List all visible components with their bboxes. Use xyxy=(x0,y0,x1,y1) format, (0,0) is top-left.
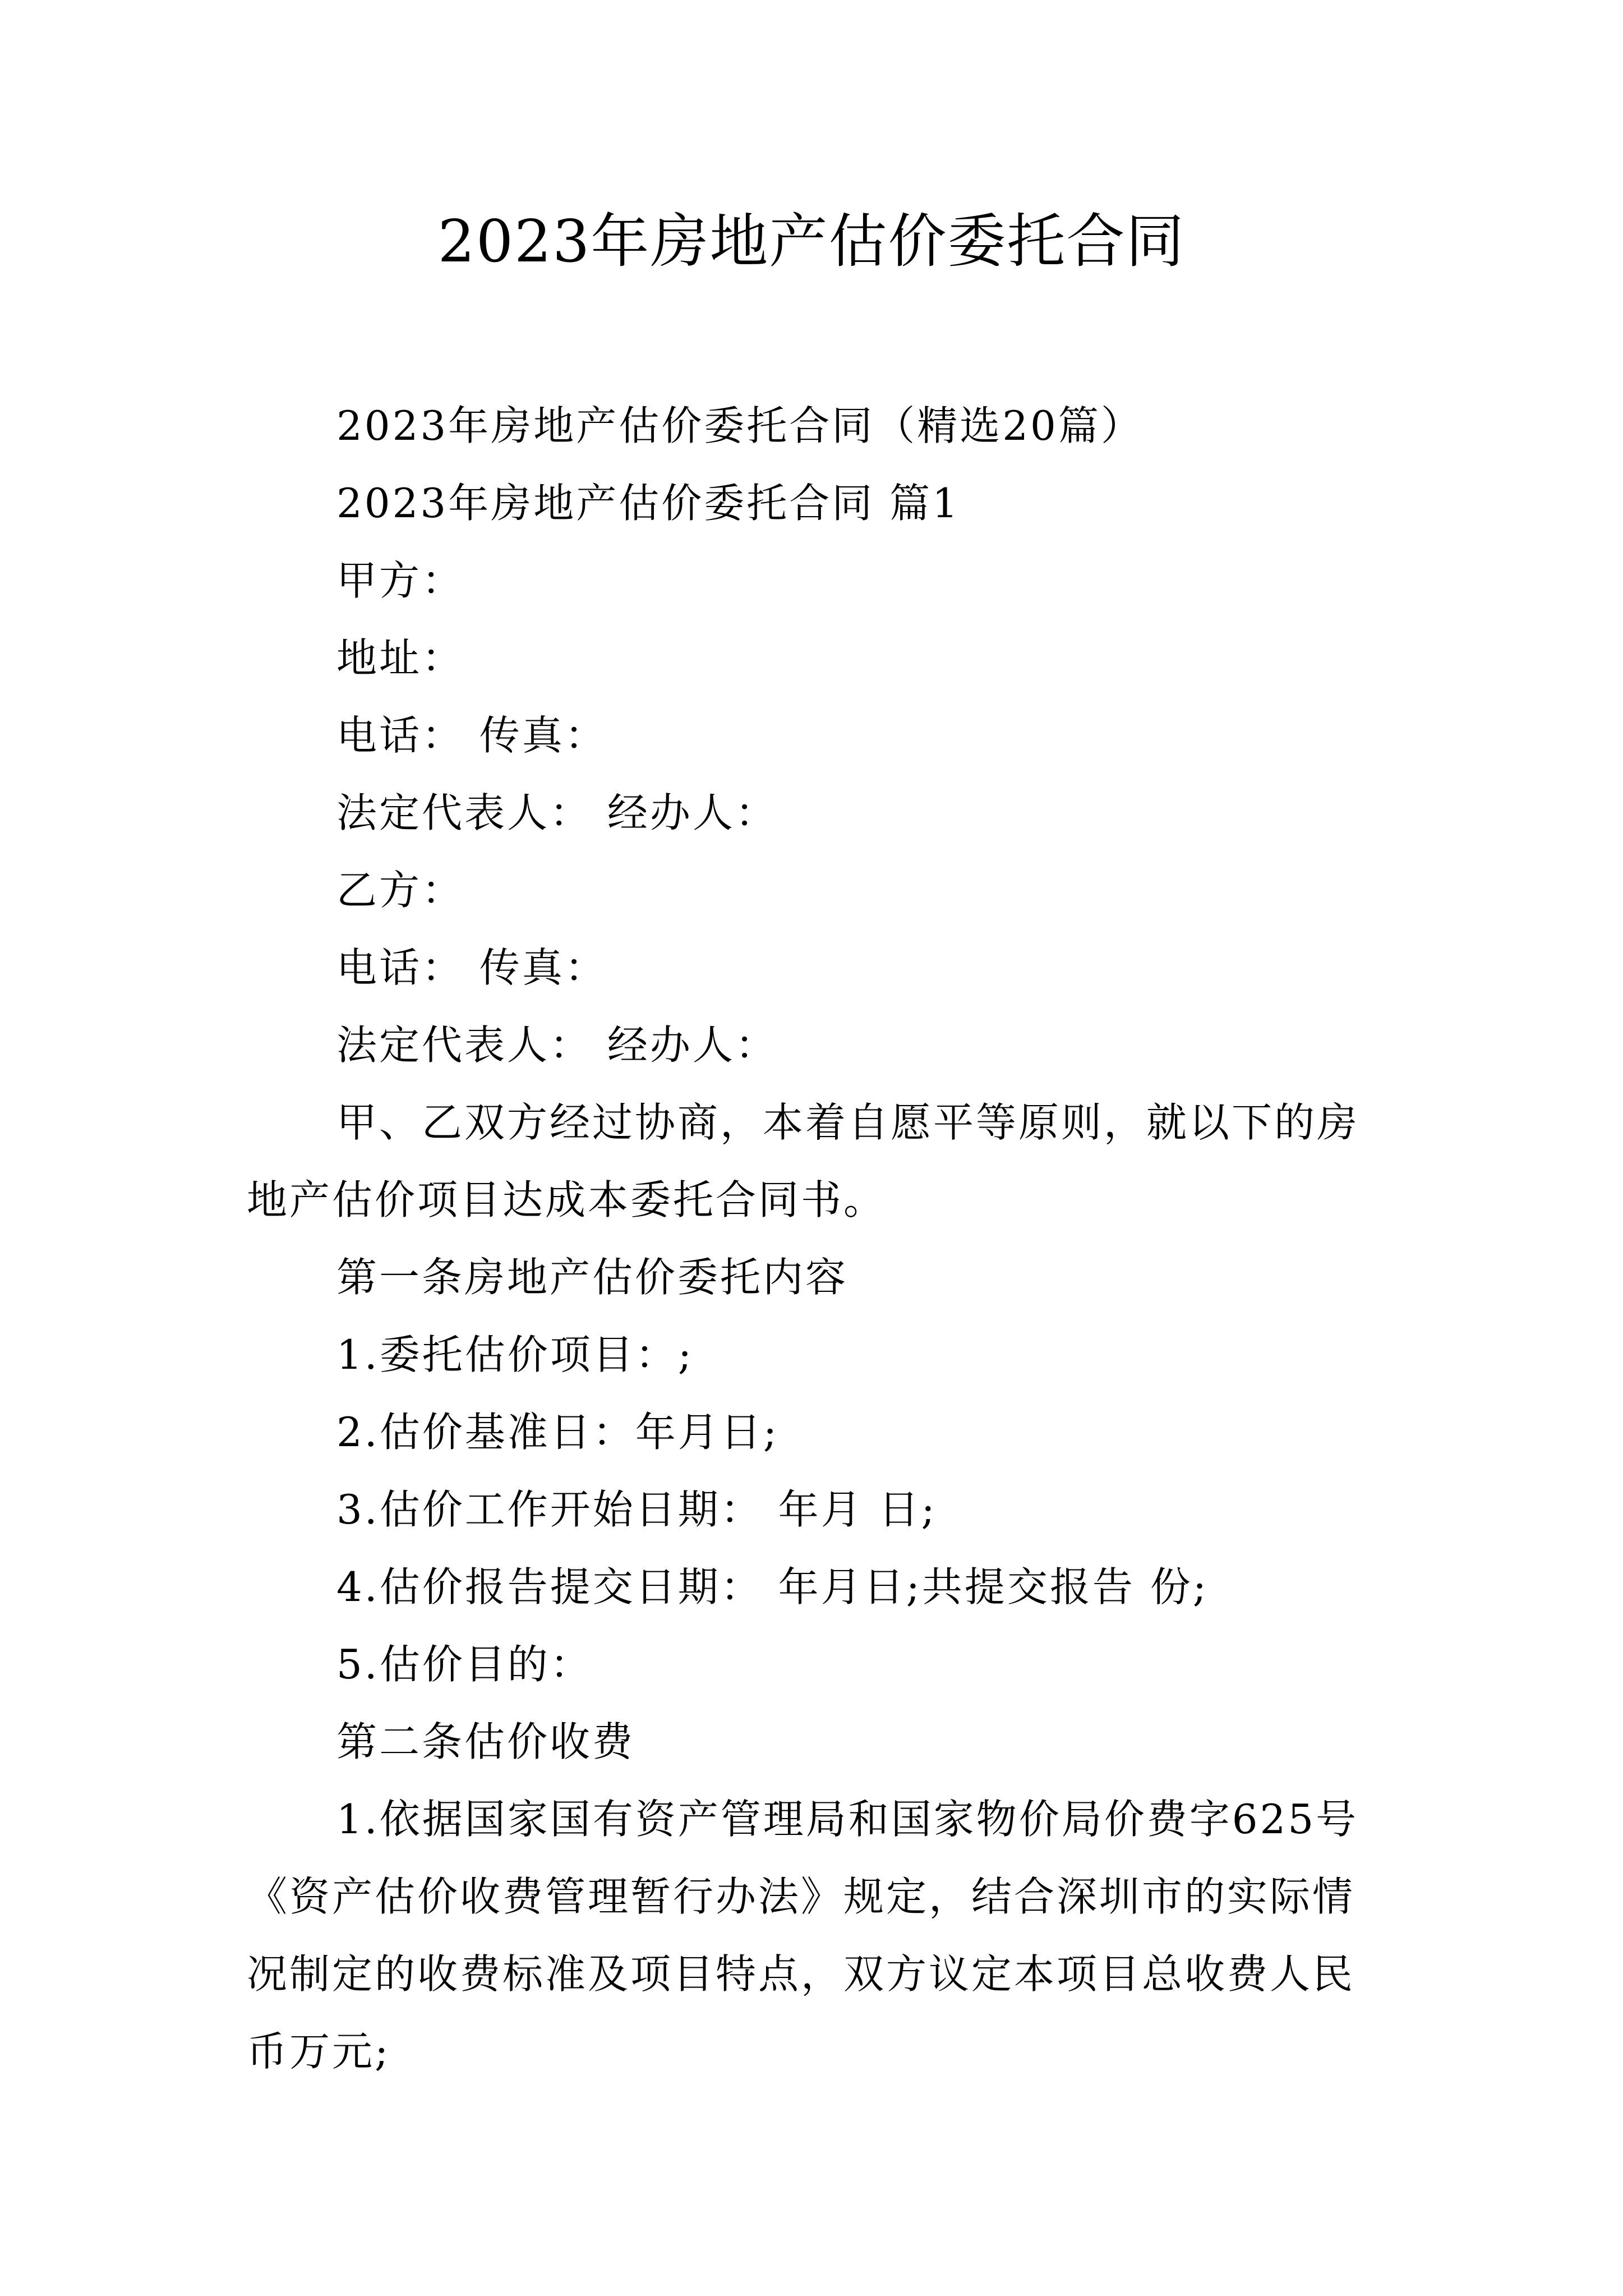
paragraph-article-2-heading: 第二条估价收费 xyxy=(336,1718,635,1765)
paragraph-item-2: 2.估价基准日：年月日; xyxy=(336,1409,779,1456)
paragraph-item-3: 3.估价工作开始日期： 年月 日; xyxy=(336,1486,937,1533)
paragraph-section-heading: 2023年房地产估价委托合同 篇1 xyxy=(336,480,960,527)
paragraph-item-5: 5.估价目的： xyxy=(336,1641,593,1688)
paragraph-phone-fax-a: 电话： 传真： xyxy=(336,712,607,759)
document-title: 2023年房地产估价委托合同 xyxy=(437,207,1186,275)
paragraph-party-b: 乙方： xyxy=(336,867,465,914)
paragraph-phone-fax-b: 电话： 传真： xyxy=(336,944,607,991)
paragraph-article-1-heading: 第一条房地产估价委托内容 xyxy=(336,1254,849,1301)
paragraph-representative-b: 法定代表人： 经办人： xyxy=(336,1022,778,1069)
paragraph-party-a: 甲方： xyxy=(336,557,465,604)
paragraph-representative-a: 法定代表人： 经办人： xyxy=(336,789,778,836)
paragraph-agreement-intro: 甲、乙双方经过协商，本着自愿平等原则，就以下的房地产估价项目达成本委托合同书。 xyxy=(247,1099,1360,1223)
paragraph-item-1: 1.委托估价项目：; xyxy=(336,1331,694,1378)
paragraph-subtitle: 2023年房地产估价委托合同（精选20篇） xyxy=(336,402,1144,449)
paragraph-item-4: 4.估价报告提交日期： 年月日;共提交报告 份; xyxy=(336,1563,1209,1611)
paragraph-address: 地址： xyxy=(336,634,465,682)
paragraph-fee-item-1: 1.依据国家国有资产管理局和国家物价局价费字625号《资产估价收费管理暂行办法》规定，结合深圳市的实际情况制定的收费标准及项目特点，双方议定本项目总收费人民币万元; xyxy=(247,1796,1359,2075)
